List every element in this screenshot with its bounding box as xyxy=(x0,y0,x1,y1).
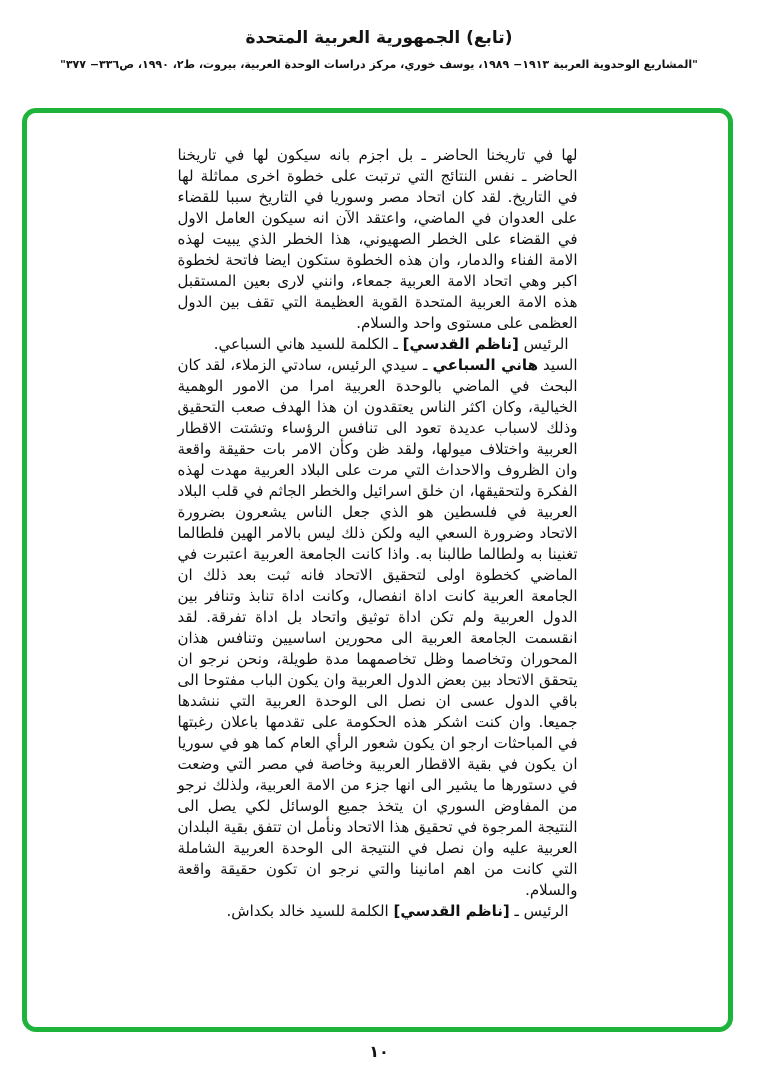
page-title: (تابع) الجمهورية العربية المتحدة xyxy=(245,28,513,48)
text-column xyxy=(178,145,578,922)
speaker-label: الرئيس ـ xyxy=(509,902,569,920)
speaker-label: الرئيس xyxy=(518,335,569,353)
paragraph-text: ـ سيدي الرئيس، سادتي الزملاء، لقد كان البحث في الماضي بالوحدة العربية امرا من الامور الوهمية الخيالية، وكان اكثر الناس يعتقدون ان هذا الهدف صعب التحقيق وذلك لاسباب عديدة تعود الى تنافس الرؤساء وتشتت الاقطار العربية واختلاف ميولها، ولقد ظن وكأن الامر بات حقيقة واقعة وان الظروف والاحداث التي مرت على البلاد العربية مهدت لهذه الفكرة ولتحقيقها، ان خلق اسرائيل والخطر الجاثم في قلب البلاد العربية في فلسطين هو الذي جعل الناس يشعرون بضرورة الاتحاد وضرورة السعي اليه ولكن ذلك ليس بالامر الهين فلطالما تغنينا به ولطالما طالبنا به. واذا كانت الجامعة العربية اعتبرت في الماضي كخطوة اولى لتحقيق الاتحاد فانه ثبت بعد ذلك ان الجامعة العربية كانت اداة انفصال، وكانت اداة تنابذ وتنافر بين الدول العربية ولم تكن اداة توثيق واتحاد بل اداة تفرقة. لقد انقسمت الجامعة العربية الى محورين اساسيين وتنافس هذان المحوران وتخاصما وظل تخاصمهما مدة طويلة، ونحن نرجو ان يتحقق الاتحاد بين بعض الدول العربية وان يكون الباب مفتوحا الى باقي الدول عسى ان نصل الى الوحدة العربية التي ننشدها جميعا. وان كنت اشكر هذه الحكومة على تقدمها باعلان رغبتها في المباحثات ارجو ان يكون شعور الرأي العام كما هو في سوريا ان يكون في بقية الاقطار العربية وخاصة في مصر التي وضعت في دستورها ما يشير الى انها جزء من الامة العربية، ولذلك نرجو من المفاوض السوري ان يتخذ جميع الوسائل لكي يصل الى النتيجة المرجوة في تحقيق هذا الاتحاد ونأمل ان تتفق بقية البلدان العربية عليه وان نصل في النتيجة الى الوحدة العربية الشاملة التي كانت من اهم امانينا والتي نرجو ان تكون حقيقة واقعة والسلام. xyxy=(177,356,578,899)
speaker-name-bold: [ناظم القدسي] xyxy=(402,335,519,353)
paragraph-text: لها في تاريخنا الحاضر ـ بل اجزم بانه سيكون لها في تاريخنا الحاضر ـ نفس النتائج التي ترتبت على خطوة اخرى مماثلة لها في التاريخ. لقد كان اتحاد مصر وسوريا في التاريخ سببا للقضاء على العدوان في الماضي، واعتقد الآن انه سيكون العامل الاول في القضاء على الخطر الصهيوني، هذا الخطر الذي يبيت لهذه الامة الفناء والدمار، وان هذه الخطوة ستكون ايضا فاتحة لخطوة اكبر وهي اتحاد الامة العربية جمعاء، وانني لارى بعين المستقبل هذه الامة العربية المتحدة القوية العظيمة التي تقف بين الدول العظمى على مستوى واحد والسلام. xyxy=(177,146,578,332)
paragraph-continuation xyxy=(178,145,578,334)
paragraph-chairman-1 xyxy=(178,334,578,355)
speaker-name-bold: هاني السباعي xyxy=(432,356,538,374)
page-number: ١٠ xyxy=(369,1042,389,1061)
paragraph-speech xyxy=(178,355,578,901)
paragraph-text: الكلمة للسيد خالد بكداش. xyxy=(226,902,394,920)
speaker-name-bold: [ناظم القدسي] xyxy=(393,902,510,920)
paragraph-chairman-2 xyxy=(178,901,578,922)
citation-line: "المشاريع الوحدوية العربية ١٩١٣− ١٩٨٩، يوسف خوري، مركز دراسات الوحدة العربية، بيروت، ط٢، ١٩٩٠، ص٣٣٦− ٣٧٧" xyxy=(60,58,698,71)
content-frame xyxy=(22,108,733,1032)
footer xyxy=(0,1042,758,1061)
header xyxy=(0,28,758,71)
speaker-label: السيد xyxy=(537,356,578,374)
paragraph-text: ـ الكلمة للسيد هاني السباعي. xyxy=(213,335,403,353)
